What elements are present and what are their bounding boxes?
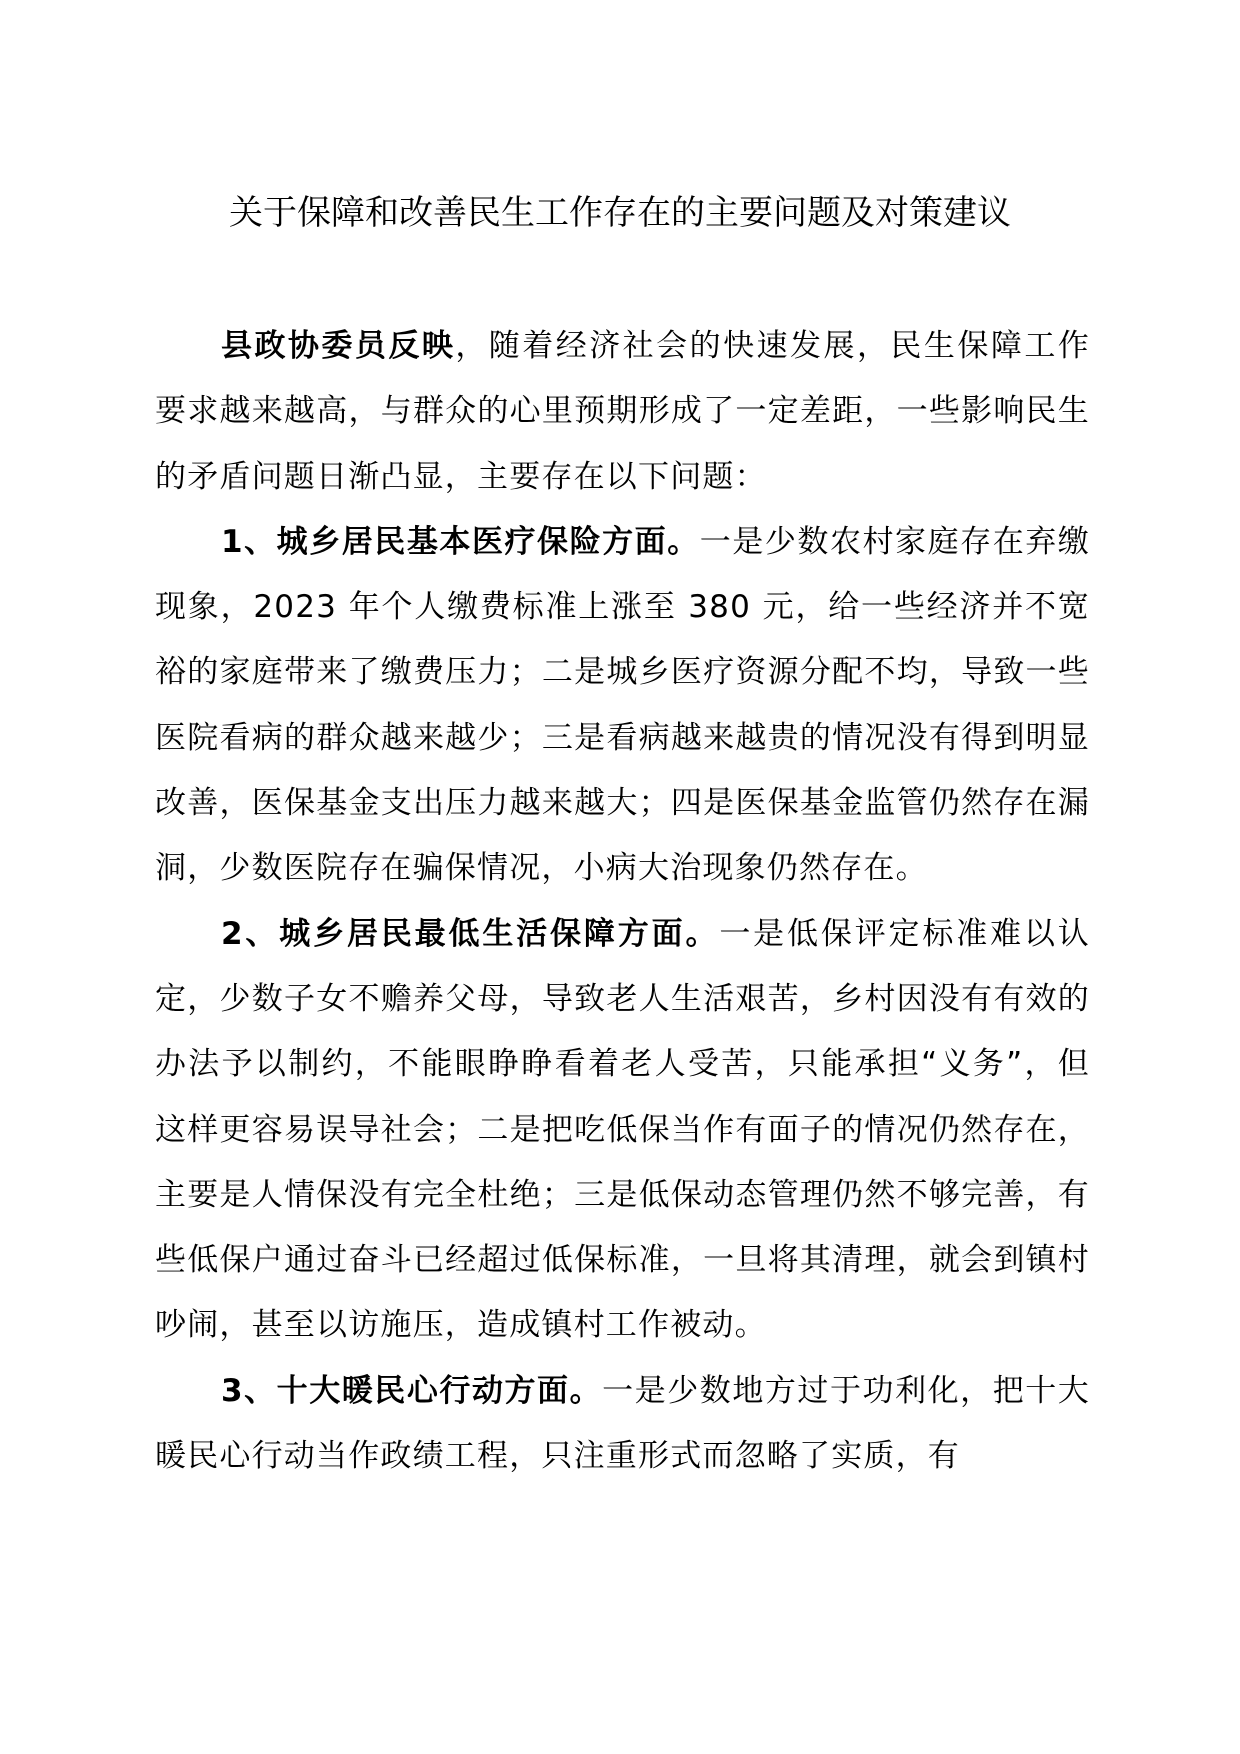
paragraph-lead: 3、十大暖民心行动方面。 <box>221 1372 603 1409</box>
paragraph-minimum-living <box>155 902 1090 1359</box>
paragraph-lead: 2、城乡居民最低生活保障方面。 <box>221 915 720 952</box>
paragraph-lead: 1、城乡居民基本医疗保险方面。 <box>221 523 700 560</box>
paragraph-text: 一是少数农村家庭存在弃缴现象，2023 年个人缴费标准上涨至 380 元，给一些经济并不宽裕的家庭带来了缴费压力；二是城乡医疗资源分配不均，导致一些医院看病的群众越来越少；三是看病越来越贵的情况没有得到明显改善，医保基金支出压力越来越大；四是医保基金监管仍然存在漏洞，少数医院存在骗保情况，小病大治现象仍然存在。 <box>155 523 1090 887</box>
paragraph-text: ，随着经济社会的快速发展，民生保障工作要求越来越高，与群众的心里预期形成了一定差距，一些影响民生的矛盾问题日渐凸显，主要存在以下问题： <box>155 328 1090 495</box>
paragraph-text: 一是低保评定标准难以认定，少数子女不赡养父母，导致老人生活艰苦，乡村因没有有效的办法予以制约，不能眼睁睁看着老人受苦，只能承担“义务”，但这样更容易误导社会；二是把吃低保当作有面子的情况仍然存在，主要是人情保没有完全杜绝；三是低保动态管理仍然不够完善，有些低保户通过奋斗已经超过低保标准，一旦将其清理，就会到镇村吵闹，甚至以访施压，造成镇村工作被动。 <box>155 915 1090 1344</box>
paragraph-lead: 县政协委员反映 <box>221 328 456 364</box>
document-body <box>155 314 1090 1489</box>
paragraph-medical-insurance <box>155 510 1090 902</box>
paragraph-intro <box>155 314 1090 510</box>
document-title: 关于保障和改善民生工作存在的主要问题及对策建议 <box>229 193 1011 233</box>
paragraph-ten-actions <box>155 1359 1090 1490</box>
paragraph-text: 一是少数地方过于功利化，把十大暖民心行动当作政绩工程，只注重形式而忽略了实质，有 <box>155 1372 1091 1475</box>
